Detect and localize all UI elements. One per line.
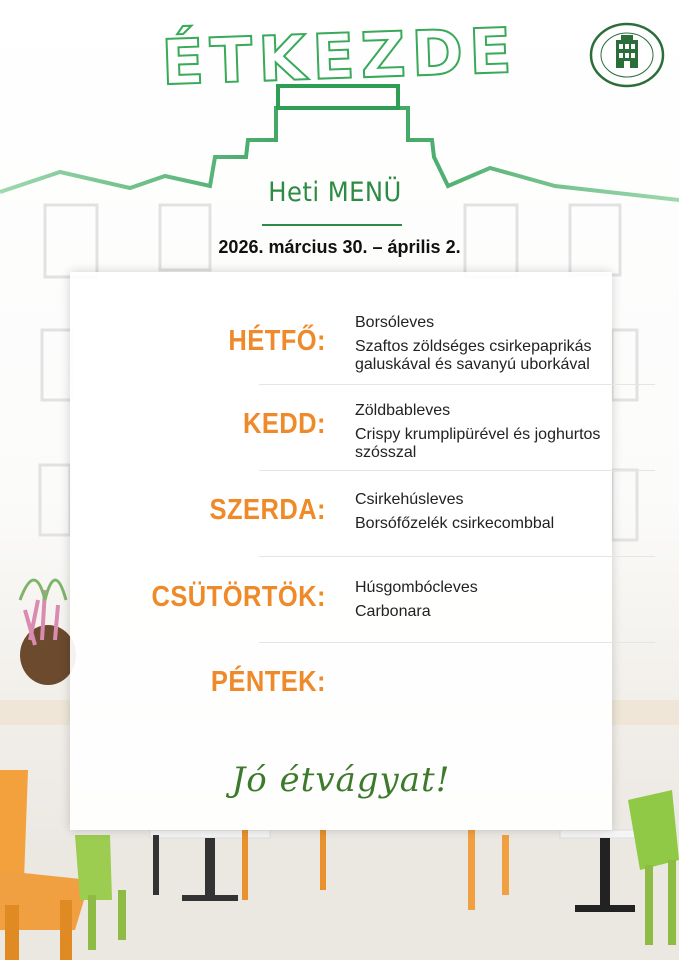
day-thursday bbox=[70, 581, 326, 621]
weekly-menu-heading: Heti MENÜ bbox=[268, 177, 402, 208]
page-title: ÉTKEZDE bbox=[160, 13, 519, 100]
meal-item: Húsgombócleves bbox=[355, 579, 478, 596]
day-tuesday bbox=[70, 408, 326, 448]
day-friday bbox=[70, 666, 326, 706]
divider bbox=[259, 556, 655, 557]
meals-wednesday bbox=[355, 491, 665, 539]
divider bbox=[259, 384, 655, 385]
day-label: KEDD: bbox=[242, 408, 326, 440]
closing-greeting: Jó étvágyat! bbox=[231, 760, 451, 800]
menu-panel bbox=[70, 272, 612, 830]
day-monday bbox=[70, 325, 326, 365]
day-wednesday bbox=[70, 494, 326, 534]
day-label: SZERDA: bbox=[209, 494, 326, 526]
meal-item: Csirkehúsleves bbox=[355, 491, 464, 508]
meal-item: Crispy krumplipürével és joghurtos szósszal bbox=[355, 426, 601, 461]
divider bbox=[259, 642, 655, 643]
day-label: CSÜTÖRTÖK: bbox=[151, 581, 326, 613]
meal-item: Borsófőzelék csirkecombbal bbox=[355, 515, 555, 532]
meals-thursday bbox=[355, 579, 665, 627]
day-label: PÉNTEK: bbox=[210, 666, 326, 698]
divider bbox=[259, 470, 655, 471]
meal-item: Zöldbableves bbox=[355, 402, 451, 419]
meals-tuesday bbox=[355, 402, 665, 468]
date-range: 2026. március 30. – április 2. bbox=[218, 237, 461, 257]
meal-item: Borsóleves bbox=[355, 314, 435, 331]
meals-monday bbox=[355, 314, 665, 380]
day-label: HÉTFŐ: bbox=[228, 325, 326, 357]
meal-item: Szaftos zöldséges csirkepaprikás galuskával és savanyú uborkával bbox=[355, 338, 592, 373]
school-seal-logo bbox=[588, 22, 666, 88]
heading-underline bbox=[262, 224, 402, 226]
meal-item: Carbonara bbox=[355, 603, 431, 620]
